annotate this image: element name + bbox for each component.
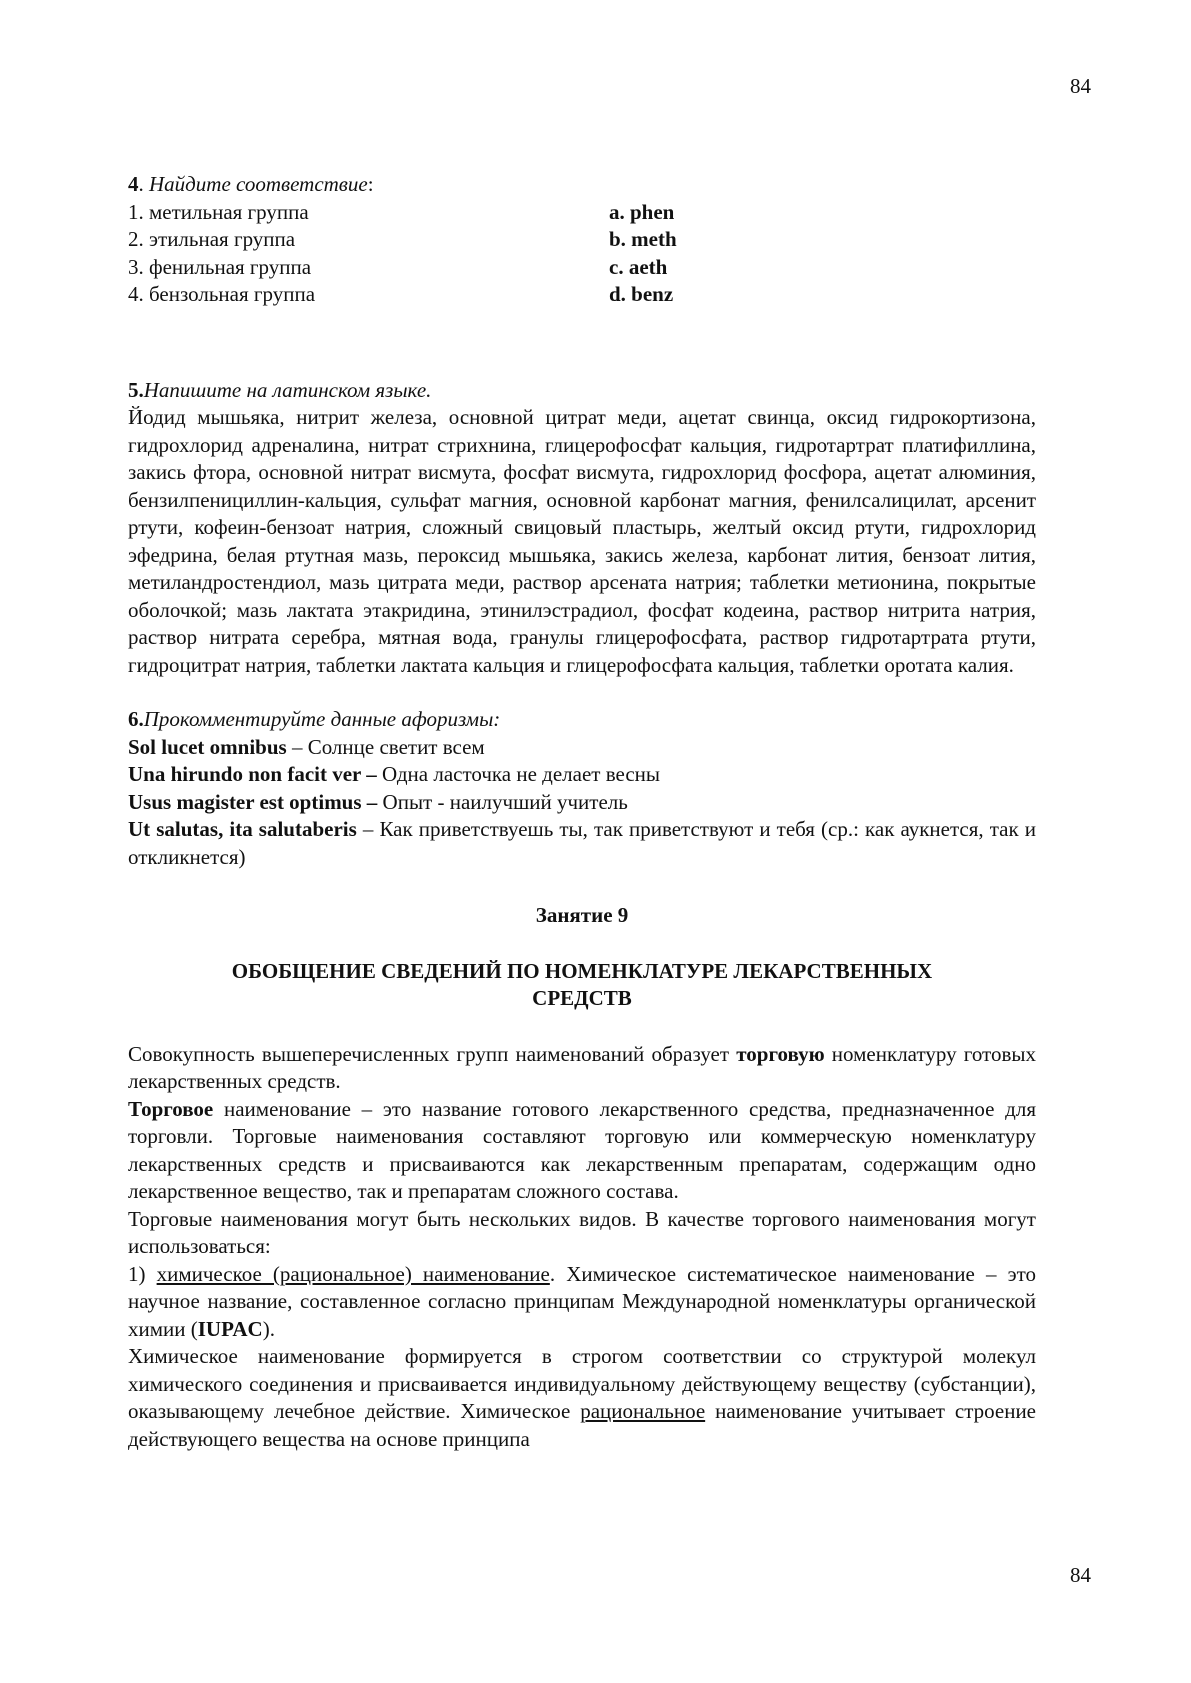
- match-right: c. aeth: [609, 254, 668, 279]
- aphorism: [128, 734, 1036, 762]
- task6-title: Прокомментируйте данные афоризмы:: [143, 707, 501, 731]
- body-paragraph-4: [128, 1261, 1036, 1344]
- spacer: [128, 679, 1036, 706]
- text-run: 1): [128, 1261, 157, 1286]
- spacer: [128, 309, 1036, 377]
- task6-number: 6.: [128, 707, 144, 731]
- page-content: [128, 171, 1036, 1453]
- match-right: d. benz: [609, 282, 674, 306]
- aphorism-latin: Una hirundo non facit ver –: [128, 762, 377, 786]
- match-left: 2. этильная группа: [128, 227, 296, 251]
- lesson-label: Занятие 9: [535, 903, 629, 927]
- lesson-title-line1: ОБОБЩЕНИЕ СВЕДЕНИЙ ПО НОМЕНКЛАТУРЕ ЛЕКАРСТВЕННЫХ: [231, 958, 933, 983]
- text-run-bold: Торговое: [128, 1096, 214, 1121]
- body-paragraph-1: [128, 1041, 1036, 1096]
- match-row: [128, 254, 1036, 282]
- task4-heading: 4. Найдите соответствие:: [128, 172, 374, 196]
- task4-matching-list: [128, 199, 1036, 309]
- aphorism-translation: Как приветствуешь ты, так приветствуют и тебя (ср.: как аукнется, так и откликнется): [128, 817, 1036, 869]
- match-row: [128, 281, 1036, 309]
- aphorism: [128, 816, 1036, 871]
- match-right: b. meth: [609, 227, 677, 251]
- text-run-bold: торговую: [736, 1041, 825, 1066]
- text-run: . Химическое систематическое наименование – это научное название, составленное согласно принципам Международной номенклатуры органической химии (: [128, 1261, 1036, 1341]
- match-left: 3. фенильная группа: [128, 254, 312, 279]
- task5-number: 5.: [128, 377, 144, 402]
- match-row: [128, 199, 1036, 227]
- aphorism: [128, 789, 1036, 817]
- text-run: наименование учитывает строение действующего вещества на основе принципа: [128, 1399, 1036, 1451]
- lesson-title-line2: СРЕДСТВ: [532, 986, 632, 1010]
- match-row: [128, 226, 1036, 254]
- text-run-underlined: химическое (рациональное) наименование: [156, 1261, 550, 1286]
- aphorism-separator: –: [286, 734, 308, 759]
- spacer: [128, 871, 1036, 902]
- spacer: [128, 1013, 1036, 1041]
- aphorism-latin: Usus magister est optimus –: [128, 789, 378, 814]
- text-run-underlined: рациональное: [580, 1399, 706, 1423]
- aphorism-separator: –: [356, 817, 380, 841]
- text-run: Химическое наименование формируется в строгом соответствии со структурой молекул химического соединения и присваивается индивидуальному действующему веществу (субстанции), оказывающему лечебное действие. Химическое: [128, 1344, 1036, 1423]
- text-run-bold: IUPAC: [197, 1316, 263, 1341]
- match-left: 4. бензольная группа: [128, 282, 316, 306]
- aphorism-translation: Солнце светит всем: [307, 734, 485, 759]
- text-run: наименование – это название готового лекарственного средства, предназначенное для торговли. Торговые наименования составляют торговую или коммерческую номенклатуру лекарственных средств и присваиваются как лекарственным препаратам, содержащим одно лекарственное вещество, так и препаратам сложного состава.: [128, 1096, 1036, 1203]
- text-run: Совокупность вышеперечисленных групп наименований образует: [128, 1041, 737, 1066]
- task5-heading: [128, 377, 1036, 405]
- match-right: a. phen: [609, 199, 675, 224]
- task6-heading: [128, 706, 1036, 734]
- text-run: номенклатуру готовых лекарственных средств.: [128, 1041, 1036, 1093]
- body-paragraph-5: [128, 1343, 1036, 1453]
- match-left: 1. метильная группа: [128, 199, 309, 224]
- page-number-bottom: 84: [1070, 1563, 1091, 1587]
- text-run: ).: [262, 1316, 275, 1341]
- aphorism-latin: Sol lucet omnibus: [128, 734, 287, 759]
- aphorism-latin: Ut salutas, ita salutaberis: [128, 817, 357, 841]
- task5-text: Йодид мышьяка, нитрит железа, основной цитрат меди, ацетат свинца, оксид гидрокортизона, гидрохлорид адреналина, нитрат стрихнина, глицерофосфат кальция, гидротартрат платифиллина, закись фтора, основной нитрат висмута, фосфат висмута, гидрохлорид фосфора, ацетат алюминия, бензилпенициллин-кальция, сульфат магния, основной карбонат магния, фенилсалицилат, арсенит ртути, кофеин-бензоат натрия, сложный свицовый пластырь, желтый оксид ртути, гидрохлорид эфедрина, белая ртутная мазь, пероксид мышьяка, закись железа, карбонат лития, бензоат лития, метиландростендиол, мазь цитрата меди, раствор арсената натрия; таблетки метионина, покрытые оболочкой; мазь лактата этакридина, этинилэстрадиол, фосфат кодеина, раствор нитрита натрия, раствор нитрата серебра, мятная вода, гранулы глицерофосфата, раствор гидротартрата ртути, гидроцитрат натрия, таблетки лактата кальция и глицерофосфата кальция, таблетки оротата калия.: [128, 405, 1036, 677]
- aphorism: [128, 761, 1036, 789]
- body-paragraph-2: [128, 1096, 1036, 1206]
- spacer: [128, 930, 1036, 958]
- task4-title: Найдите соответствие: [149, 172, 368, 196]
- task5-title: Напишите на латинском языке.: [143, 377, 432, 402]
- aphorism-translation: Опыт - наилучший учитель: [382, 789, 628, 814]
- body-paragraph-3: Торговые наименования могут быть нескольких видов. В качестве торгового наименования могут использоваться:: [128, 1206, 1036, 1258]
- aphorism-translation: Одна ласточка не делает весны: [381, 762, 661, 786]
- task4-number: 4: [128, 172, 139, 196]
- page-number-top: 84: [1070, 74, 1091, 98]
